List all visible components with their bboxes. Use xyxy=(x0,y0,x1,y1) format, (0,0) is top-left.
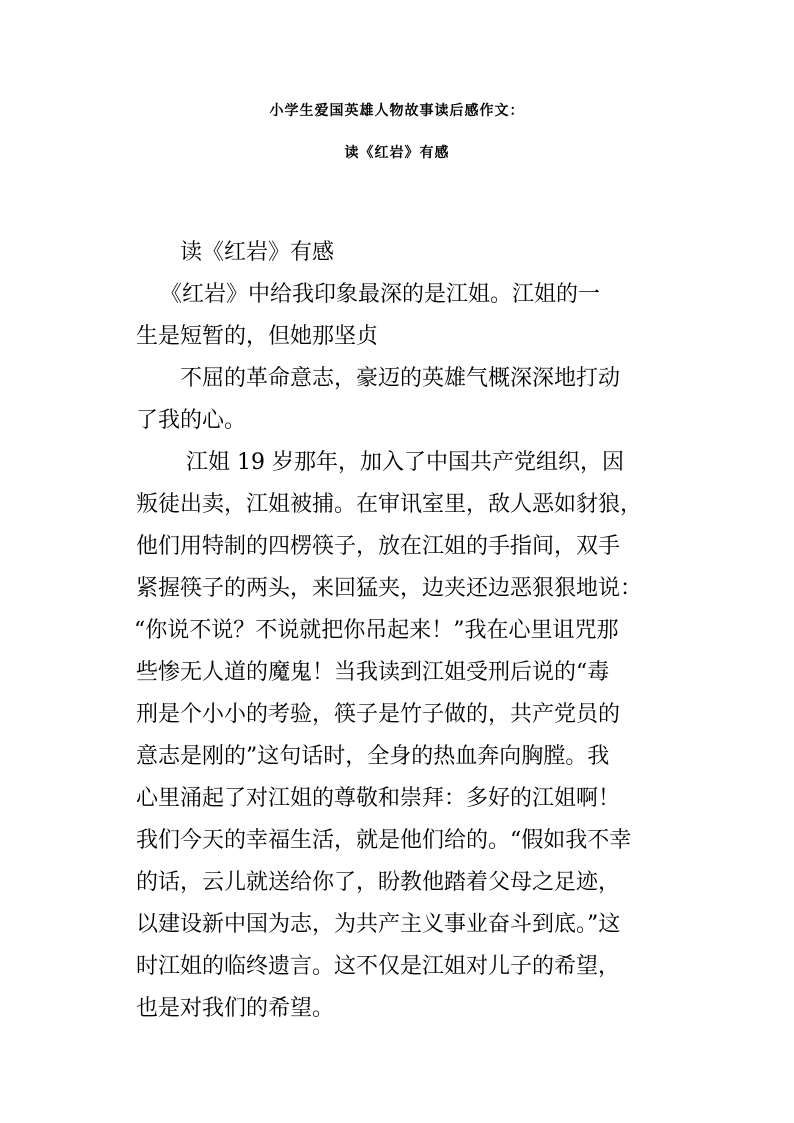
body-line: 他们用特制的四楞筷子，放在江姐的手指间，双手 xyxy=(136,534,621,559)
body-line: 也是对我们的希望。 xyxy=(136,996,335,1021)
body-line: 以建设新中国为志，为共产主义事业奋斗到底。”这 xyxy=(136,912,621,937)
body-line: 生是短暂的，但她那坚贞 xyxy=(136,324,379,349)
body-line: 我们今天的幸福生活，就是他们给的。“假如我不幸 xyxy=(136,828,632,853)
body-line: 刑是个小小的考验，筷子是竹子做的，共产党员的 xyxy=(136,702,621,727)
body-line: 叛徒出卖，江姐被捕。在审讯室里，敌人恶如豺狼， xyxy=(136,492,643,517)
body-line: 了我的心。 xyxy=(136,408,247,433)
body-line: 紧握筷子的两头，来回猛夹，边夹还边恶狠狠地说： xyxy=(136,576,643,601)
body-line: “你说不说？不说就把你吊起来！”我在心里诅咒那 xyxy=(134,618,619,643)
body-line: 时江姐的临终遗言。这不仅是江姐对儿子的希望， xyxy=(136,954,621,979)
body-line: 心里涌起了对江姐的尊敬和崇拜：多好的江姐啊！ xyxy=(136,786,621,811)
body-line: 些惨无人道的魔鬼！当我读到江姐受刑后说的“毒 xyxy=(136,660,610,685)
document-title-line-2: 读《红岩》有感 xyxy=(344,145,450,161)
body-line: 意志是刚的”这句话时，全身的热血奔向胸膛。我 xyxy=(136,744,610,769)
body-line: 《红岩》中给我印象最深的是江姐。江姐的一 xyxy=(160,282,601,307)
document-title-line-1: 小学生爱国英雄人物故事读后感作文： xyxy=(269,103,525,119)
body-line: 不屈的革命意志，豪迈的英雄气概深深地打动 xyxy=(180,366,621,391)
subtitle-line: 读《红岩》有感 xyxy=(180,240,335,265)
body-line: 江姐 19 岁那年，加入了中国共产党组织，因 xyxy=(186,450,624,475)
body-line: 的话，云儿就送给你了，盼教他踏着父母之足迹， xyxy=(136,870,621,895)
